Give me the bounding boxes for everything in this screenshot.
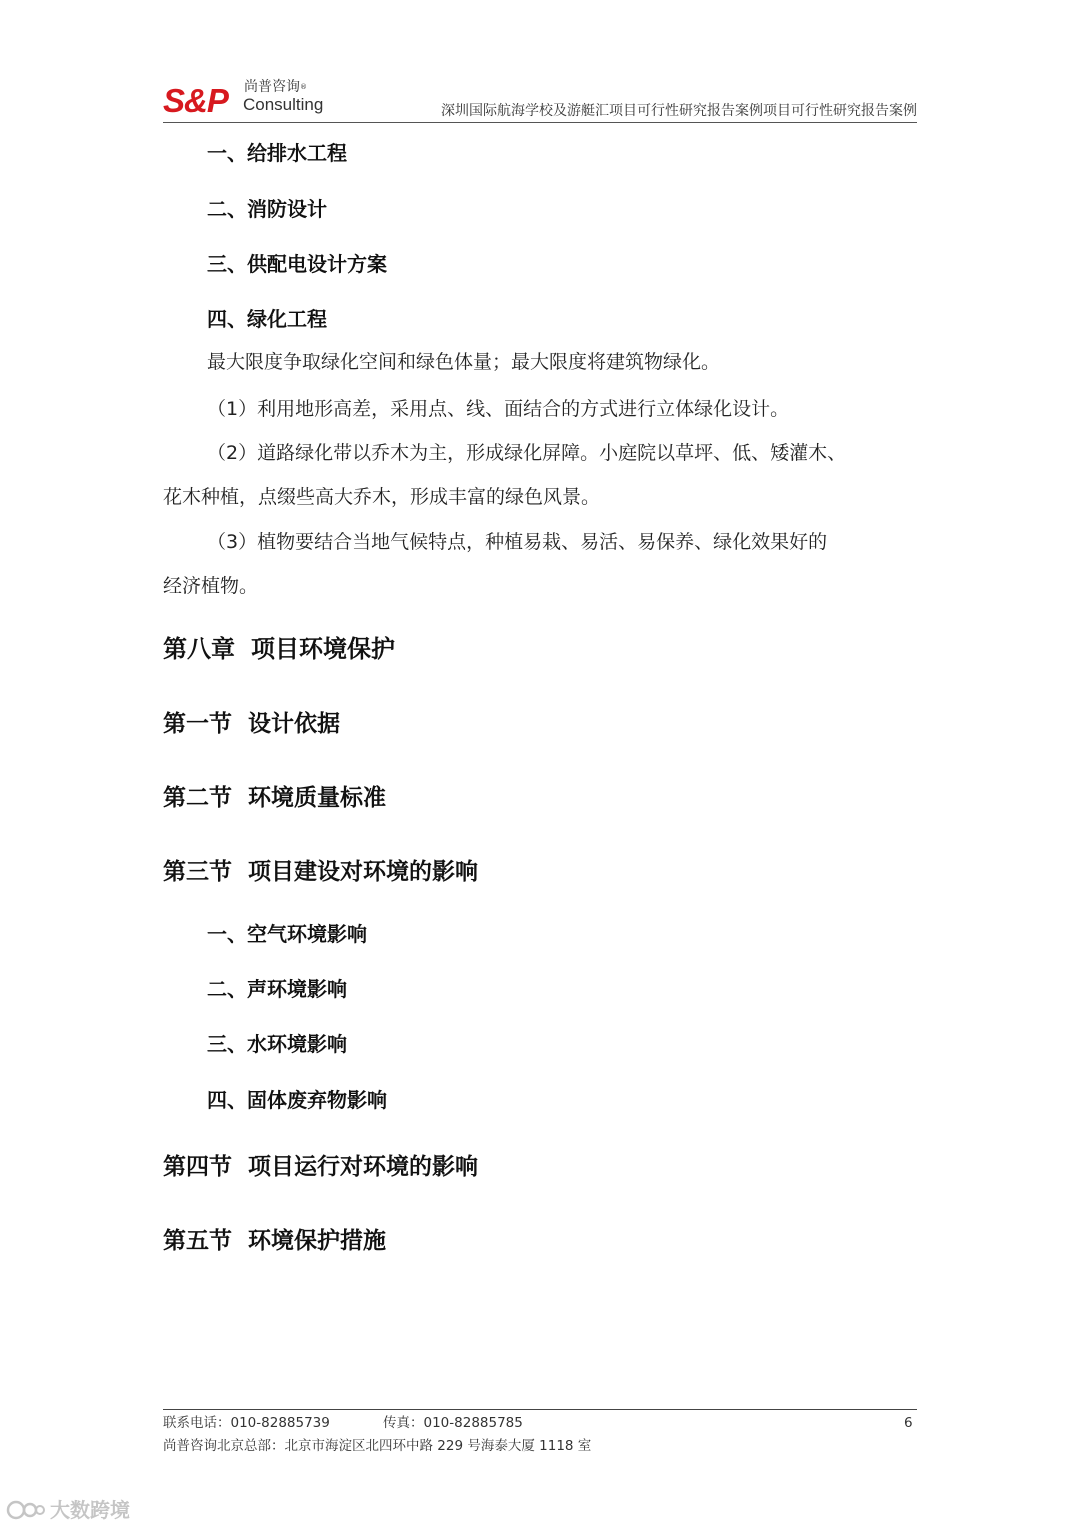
paragraph-item-1: （1）利用地形高差，采用点、线、面结合的方式进行立体绿化设计。 xyxy=(207,398,790,420)
company-logo xyxy=(163,78,333,118)
footer-divider xyxy=(163,1409,917,1410)
subsection-greening: 四、绿化工程 xyxy=(207,307,327,331)
section-heading-2: 第二节 环境质量标准 xyxy=(163,785,386,811)
page-number: 6 xyxy=(904,1415,913,1431)
watermark-text: 大数跨境 xyxy=(50,1498,130,1522)
paragraph-item-2-line-1: （2）道路绿化带以乔木为主，形成绿化屏障。小庭院以草坪、低、矮灌木、 xyxy=(207,442,847,464)
paragraph-greening-intro: 最大限度争取绿化空间和绿色体量；最大限度将建筑物绿化。 xyxy=(207,351,721,373)
subsection-solid-waste-impact: 四、固体废弃物影响 xyxy=(207,1088,387,1112)
section-heading-1: 第一节 设计依据 xyxy=(163,711,340,737)
report-title: 深圳国际航海学校及游艇汇项目可行性研究报告案例项目可行性研究报告案例 xyxy=(441,103,917,119)
subsection-power-supply: 三、供配电设计方案 xyxy=(207,252,387,276)
subsection-fire-protection: 二、消防设计 xyxy=(207,197,327,221)
footer-phone: 联系电话：010-82885739 xyxy=(163,1415,330,1431)
logo-chinese-name: 尚普咨询® xyxy=(244,79,307,95)
section-heading-5: 第五节 环境保护措施 xyxy=(163,1228,386,1254)
logo-english-name: Consulting xyxy=(243,95,324,114)
watermark xyxy=(6,1496,146,1524)
paragraph-item-3-line-1: （3）植物要结合当地气候特点，种植易栽、易活、易保养、绿化效果好的 xyxy=(207,531,828,553)
paragraph-item-2-line-2: 花木种植，点缀些高大乔木，形成丰富的绿色风景。 xyxy=(163,486,601,508)
logo-mark: S&P xyxy=(163,82,228,119)
subsection-noise-impact: 二、声环境影响 xyxy=(207,977,347,1001)
subsection-water-impact: 三、水环境影响 xyxy=(207,1032,347,1056)
footer-fax: 传真：010-82885785 xyxy=(383,1415,523,1431)
subsection-air-impact: 一、空气环境影响 xyxy=(207,922,367,946)
chapter-heading: 第八章 项目环境保护 xyxy=(163,635,395,663)
watermark-logo-icon xyxy=(6,1498,46,1522)
section-heading-4: 第四节 项目运行对环境的影响 xyxy=(163,1154,478,1180)
paragraph-item-3-line-2: 经济植物。 xyxy=(163,575,259,597)
page-header xyxy=(163,76,917,123)
section-heading-3: 第三节 项目建设对环境的影响 xyxy=(163,859,478,885)
footer-address: 尚普咨询北京总部：北京市海淀区北四环中路 229 号海泰大厦 1118 室 xyxy=(163,1438,592,1454)
subsection-water-supply: 一、给排水工程 xyxy=(207,141,347,165)
